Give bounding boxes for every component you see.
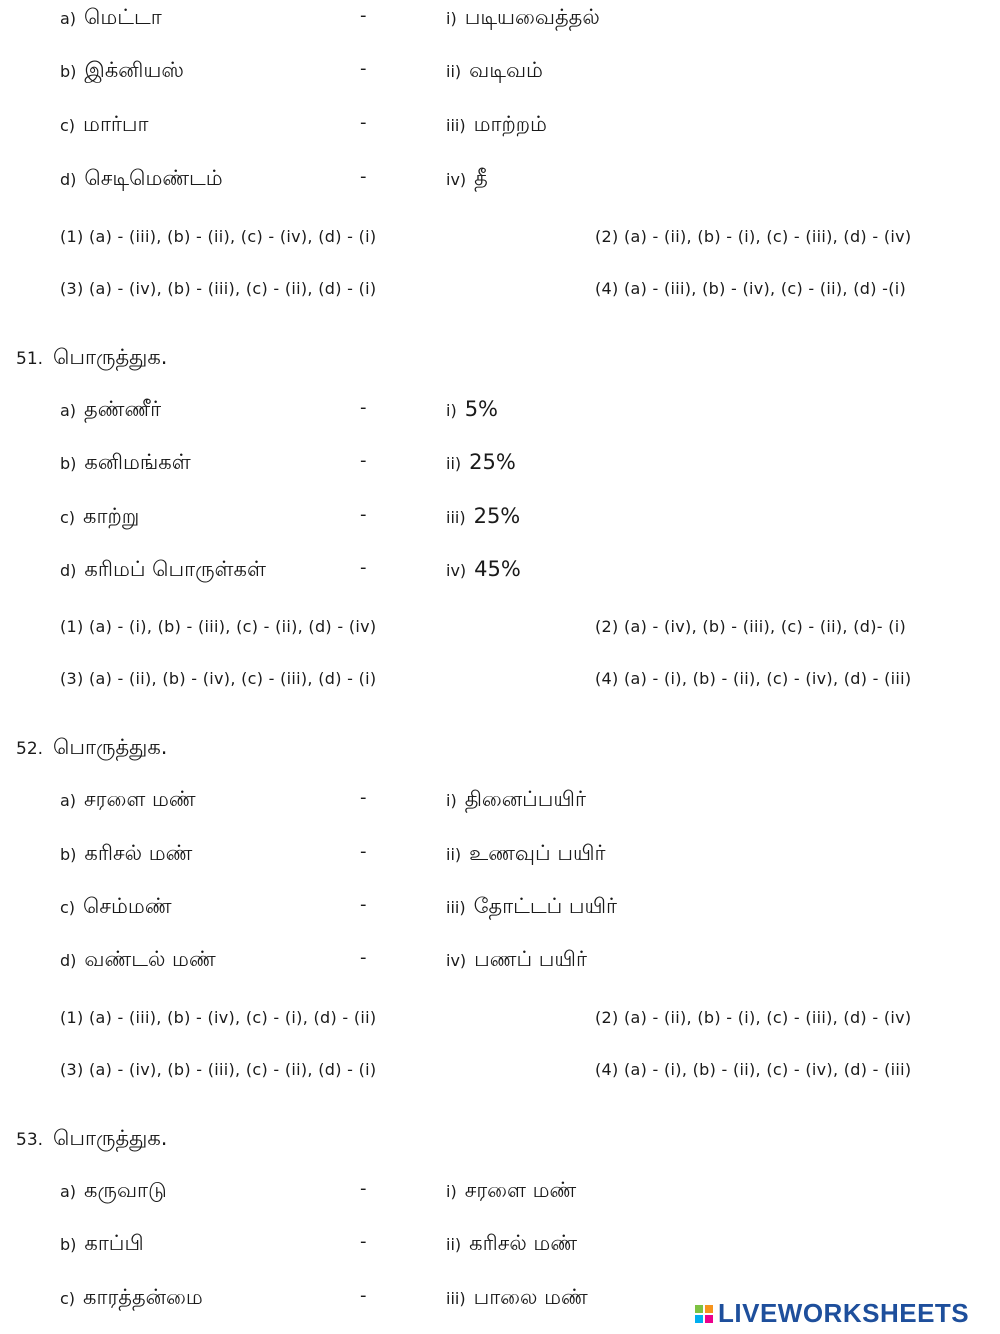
separator-dash: - bbox=[360, 947, 367, 968]
right-item-marker: ii) bbox=[446, 1235, 462, 1254]
left-item-marker: b) bbox=[60, 454, 77, 473]
match-pair-row bbox=[60, 841, 1000, 871]
separator-dash: - bbox=[360, 166, 367, 187]
separator-dash: - bbox=[360, 841, 367, 862]
right-item-marker: i) bbox=[446, 1182, 457, 1201]
right-item-marker: iii) bbox=[446, 116, 466, 135]
match-pair-row bbox=[60, 557, 1000, 587]
right-item bbox=[446, 450, 516, 474]
right-item-text: தினைப்பயிர் bbox=[464, 787, 586, 811]
right-item-text: மாற்றம் bbox=[473, 112, 547, 136]
match-pair-row bbox=[60, 5, 1000, 35]
left-item-text: காற்று bbox=[83, 504, 140, 528]
left-item-marker: c) bbox=[60, 1289, 76, 1308]
question-header bbox=[16, 735, 167, 762]
match-pair-row bbox=[60, 787, 1000, 817]
question-number: 51. bbox=[16, 349, 44, 369]
right-item-marker: i) bbox=[446, 791, 457, 810]
left-item bbox=[60, 112, 149, 139]
logo-square bbox=[695, 1315, 703, 1323]
right-item-text: 25% bbox=[469, 450, 516, 474]
right-item-text: 45% bbox=[474, 557, 521, 581]
right-item bbox=[446, 1231, 577, 1258]
left-item bbox=[60, 947, 216, 974]
answer-option: (4) (a) - (i), (b) - (ii), (c) - (iv), (d) - (iii) bbox=[595, 669, 912, 688]
right-item-marker: ii) bbox=[446, 845, 462, 864]
left-item-text: காப்பி bbox=[84, 1231, 144, 1255]
right-item bbox=[446, 894, 617, 921]
left-item-marker: c) bbox=[60, 898, 76, 917]
right-item bbox=[446, 166, 488, 193]
left-item bbox=[60, 166, 223, 193]
left-item-text: இக்னியஸ் bbox=[84, 58, 184, 82]
right-item-text: வடிவம் bbox=[469, 58, 543, 82]
right-item-text: பாலை மண் bbox=[473, 1285, 588, 1309]
answer-option: (2) (a) - (iv), (b) - (iii), (c) - (ii), (d)- (i) bbox=[595, 617, 907, 636]
match-pair-row bbox=[60, 504, 1000, 534]
match-pair-row bbox=[60, 112, 1000, 142]
right-item bbox=[446, 1285, 588, 1312]
left-item-text: செம்மண் bbox=[83, 894, 172, 918]
left-item-text: வண்டல் மண் bbox=[84, 947, 216, 971]
right-item-text: உணவுப் பயிர் bbox=[469, 841, 606, 865]
answer-option: (1) (a) - (iii), (b) - (iv), (c) - (i), (d) - (ii) bbox=[60, 1008, 377, 1027]
right-item-marker: iv) bbox=[446, 951, 467, 970]
match-pair-row bbox=[60, 894, 1000, 924]
left-item-text: சரளை மண் bbox=[84, 787, 196, 811]
right-item-text: பணப் பயிர் bbox=[474, 947, 587, 971]
question-header bbox=[16, 345, 167, 372]
separator-dash: - bbox=[360, 787, 367, 808]
left-item-marker: b) bbox=[60, 845, 77, 864]
left-item-marker: b) bbox=[60, 1235, 77, 1254]
separator-dash: - bbox=[360, 397, 367, 418]
right-item-text: கரிசல் மண் bbox=[469, 1231, 578, 1255]
left-item-text: மார்பா bbox=[83, 112, 149, 136]
logo-square bbox=[705, 1305, 713, 1313]
left-item-text: கனிமங்கள் bbox=[84, 450, 191, 474]
left-item bbox=[60, 1178, 167, 1205]
left-item bbox=[60, 557, 266, 584]
left-item-marker: c) bbox=[60, 508, 76, 527]
answer-option: (1) (a) - (iii), (b) - (ii), (c) - (iv), (d) - (i) bbox=[60, 227, 377, 246]
match-pair-row bbox=[60, 947, 1000, 977]
left-item-marker: a) bbox=[60, 791, 77, 810]
right-item-marker: iv) bbox=[446, 561, 467, 580]
right-item-text: சரளை மண் bbox=[464, 1178, 577, 1202]
match-pair-row bbox=[60, 397, 1000, 427]
left-item-marker: d) bbox=[60, 951, 77, 970]
right-item bbox=[446, 1178, 576, 1205]
match-pair-row bbox=[60, 1178, 1000, 1208]
liveworksheets-logo bbox=[695, 1298, 969, 1329]
right-item bbox=[446, 787, 586, 814]
right-item-text: 25% bbox=[473, 504, 521, 528]
separator-dash: - bbox=[360, 5, 367, 26]
left-item bbox=[60, 894, 172, 921]
answer-option: (3) (a) - (iv), (b) - (iii), (c) - (ii), (d) - (i) bbox=[60, 279, 377, 298]
match-pair-row bbox=[60, 450, 1000, 480]
right-item bbox=[446, 504, 520, 528]
left-item bbox=[60, 58, 184, 85]
left-item bbox=[60, 1285, 203, 1312]
separator-dash: - bbox=[360, 58, 367, 79]
brand-text: LIVEWORKSHEETS bbox=[718, 1298, 970, 1328]
left-item-text: செடிமெண்டம் bbox=[84, 166, 223, 190]
logo-square bbox=[705, 1315, 713, 1323]
right-item-marker: i) bbox=[446, 9, 457, 28]
right-item bbox=[446, 5, 600, 32]
right-item bbox=[446, 947, 587, 974]
left-item-marker: d) bbox=[60, 170, 77, 189]
right-item-marker: iv) bbox=[446, 170, 467, 189]
question-instruction: பொருத்துக. bbox=[53, 1126, 168, 1150]
separator-dash: - bbox=[360, 894, 367, 915]
left-item bbox=[60, 787, 196, 814]
left-item-text: மெட்டா bbox=[84, 5, 162, 29]
left-item-text: காரத்தன்மை bbox=[83, 1285, 203, 1309]
answer-option: (1) (a) - (i), (b) - (iii), (c) - (ii), (d) - (iv) bbox=[60, 617, 377, 636]
left-item bbox=[60, 450, 191, 477]
left-item-text: தண்ணீர் bbox=[84, 397, 162, 421]
logo-grid-icon bbox=[695, 1305, 713, 1323]
right-item-text: படியவைத்தல் bbox=[464, 5, 600, 29]
answer-option: (4) (a) - (iii), (b) - (iv), (c) - (ii), (d) -(i) bbox=[595, 279, 907, 298]
question-number: 52. bbox=[16, 739, 44, 759]
right-item-marker: i) bbox=[446, 401, 457, 420]
right-item bbox=[446, 841, 605, 868]
left-item-marker: a) bbox=[60, 401, 77, 420]
separator-dash: - bbox=[360, 504, 367, 525]
separator-dash: - bbox=[360, 1231, 367, 1252]
left-item-marker: c) bbox=[60, 116, 76, 135]
separator-dash: - bbox=[360, 1178, 367, 1199]
left-item bbox=[60, 504, 139, 531]
question-instruction: பொருத்துக. bbox=[53, 345, 168, 369]
left-item-text: கரிசல் மண் bbox=[84, 841, 193, 865]
separator-dash: - bbox=[360, 112, 367, 133]
match-pair-row bbox=[60, 166, 1000, 196]
left-item bbox=[60, 1231, 144, 1258]
left-item-text: கரிமப் பொருள்கள் bbox=[84, 557, 266, 581]
left-item-marker: d) bbox=[60, 561, 77, 580]
answer-option: (2) (a) - (ii), (b) - (i), (c) - (iii), (d) - (iv) bbox=[595, 227, 912, 246]
separator-dash: - bbox=[360, 557, 367, 578]
right-item-text: தீ bbox=[474, 166, 488, 190]
answer-option: (2) (a) - (ii), (b) - (i), (c) - (iii), (d) - (iv) bbox=[595, 1008, 912, 1027]
separator-dash: - bbox=[360, 1285, 367, 1306]
separator-dash: - bbox=[360, 450, 367, 471]
right-item-marker: ii) bbox=[446, 62, 462, 81]
right-item bbox=[446, 557, 521, 581]
match-pair-row bbox=[60, 1231, 1000, 1261]
right-item bbox=[446, 397, 498, 421]
left-item bbox=[60, 841, 192, 868]
right-item-marker: iii) bbox=[446, 1289, 466, 1308]
left-item-marker: a) bbox=[60, 9, 77, 28]
logo-square bbox=[695, 1305, 703, 1313]
question-number: 53. bbox=[16, 1130, 44, 1150]
left-item-text: கருவாடு bbox=[84, 1178, 167, 1202]
answer-option: (3) (a) - (ii), (b) - (iv), (c) - (iii), (d) - (i) bbox=[60, 669, 377, 688]
right-item-text: 5% bbox=[464, 397, 499, 421]
left-item bbox=[60, 5, 162, 32]
left-item bbox=[60, 397, 161, 424]
right-item bbox=[446, 112, 547, 139]
question-instruction: பொருத்துக. bbox=[53, 735, 168, 759]
answer-option: (3) (a) - (iv), (b) - (iii), (c) - (ii), (d) - (i) bbox=[60, 1060, 377, 1079]
left-item-marker: a) bbox=[60, 1182, 77, 1201]
left-item-marker: b) bbox=[60, 62, 77, 81]
right-item-marker: iii) bbox=[446, 898, 466, 917]
answer-option: (4) (a) - (i), (b) - (ii), (c) - (iv), (d) - (iii) bbox=[595, 1060, 912, 1079]
right-item bbox=[446, 58, 543, 85]
match-pair-row bbox=[60, 58, 1000, 88]
right-item-marker: ii) bbox=[446, 454, 462, 473]
right-item-marker: iii) bbox=[446, 508, 466, 527]
question-header bbox=[16, 1126, 167, 1153]
right-item-text: தோட்டப் பயிர் bbox=[473, 894, 618, 918]
